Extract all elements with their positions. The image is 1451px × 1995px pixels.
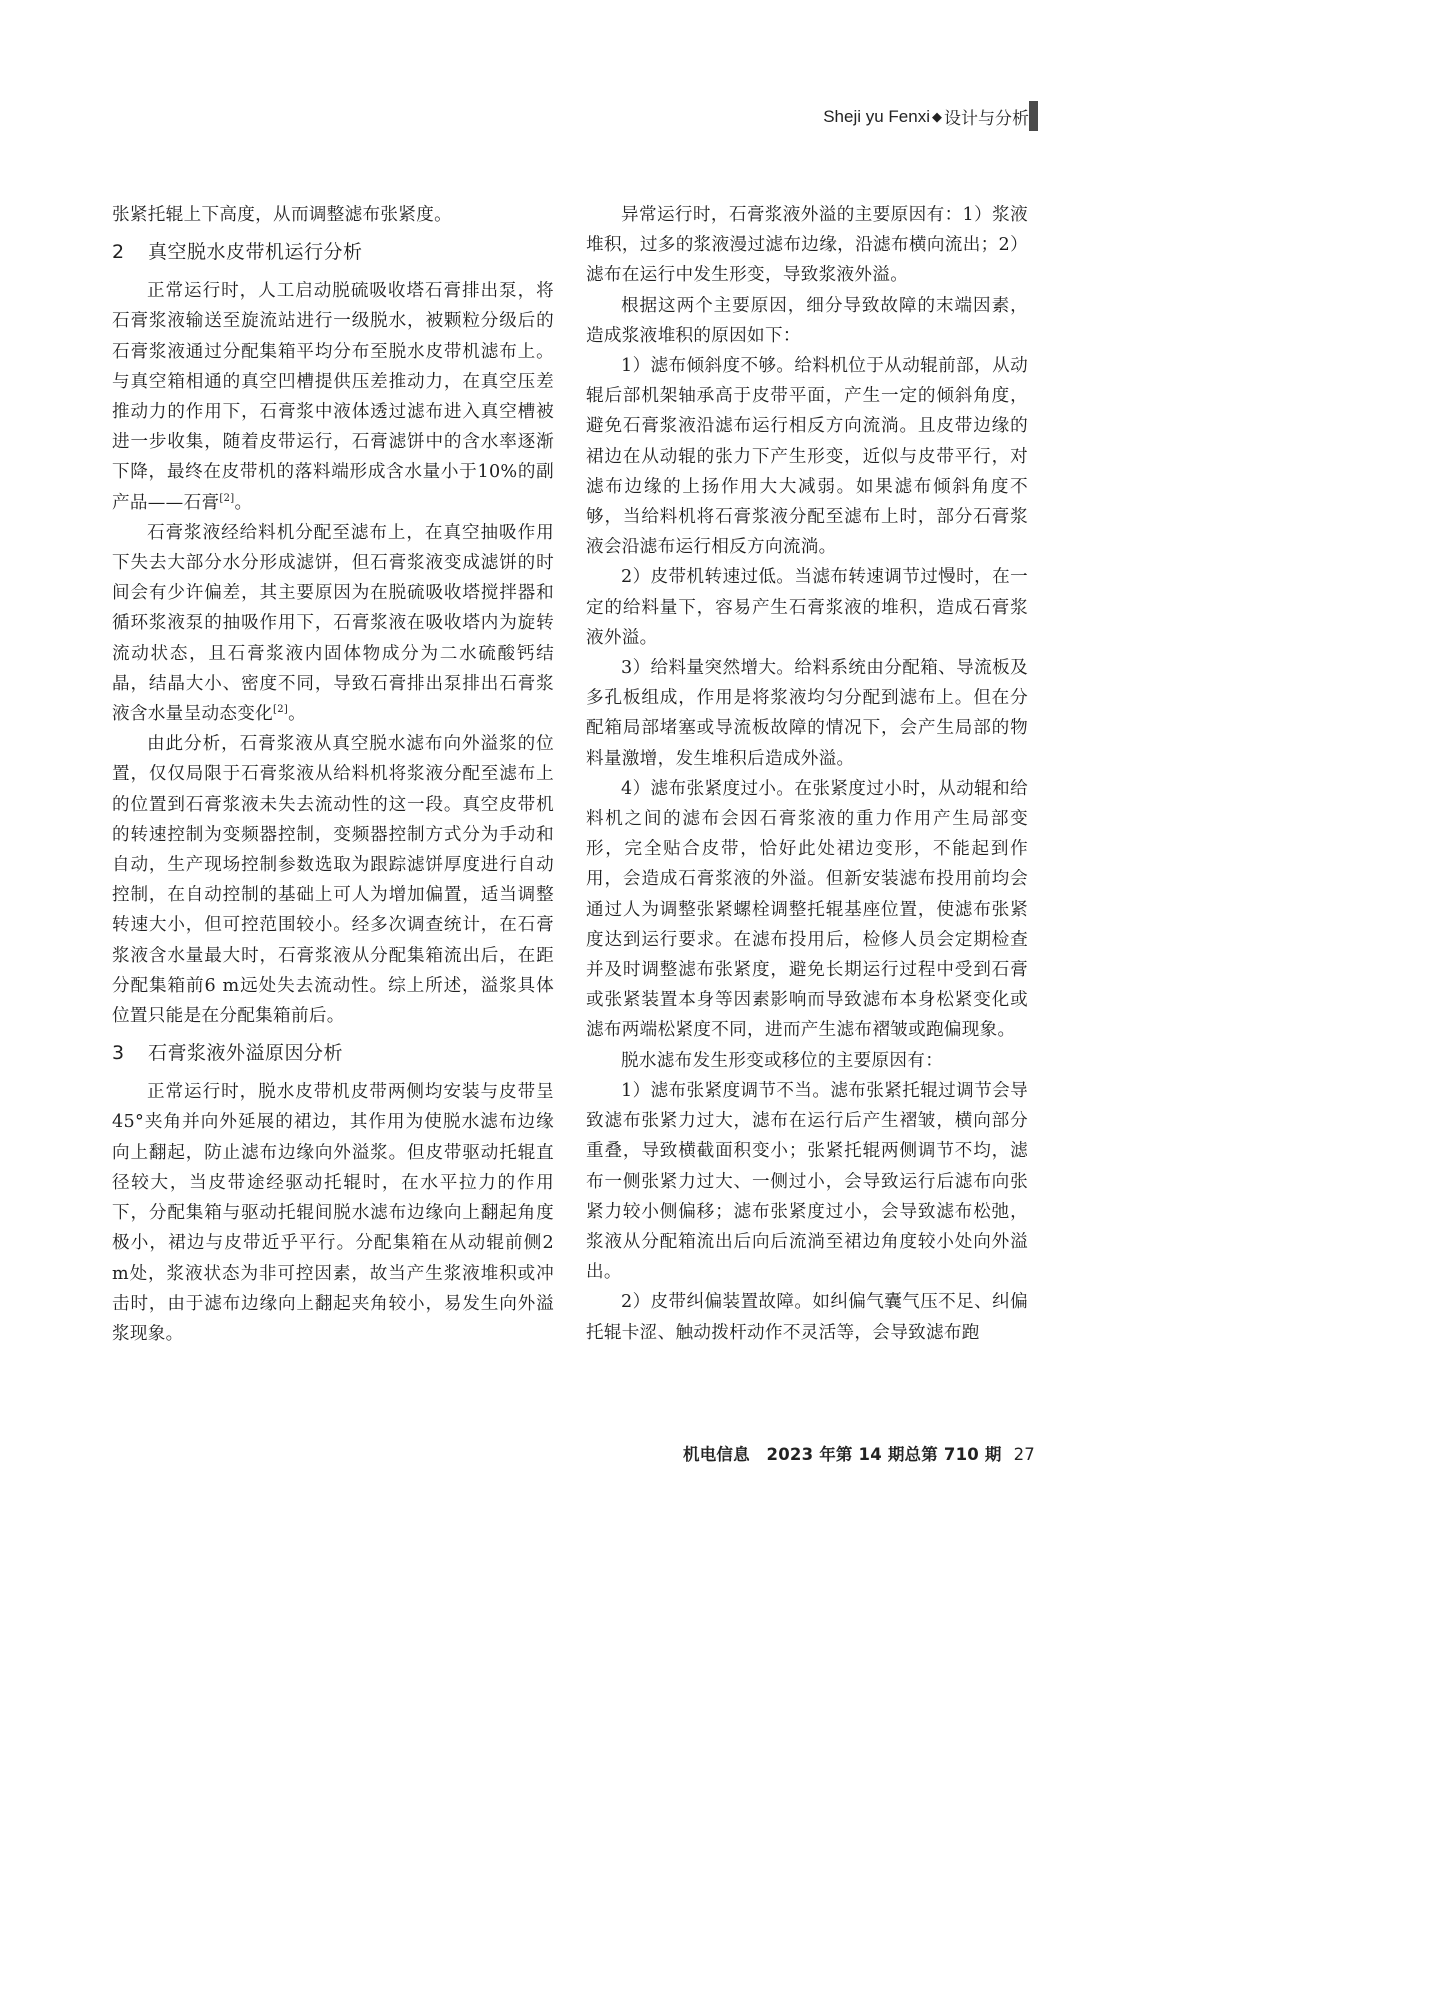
section-number: 2 [112, 241, 125, 264]
paragraph: 正常运行时，脱水皮带机皮带两侧均安装与皮带呈45°夹角并向外延展的裙边，其作用为使脱水滤布边缘向上翻起，防止滤布边缘向外溢浆。但皮带驱动托辊直径较大，当皮带途经驱动托辊时，在水平拉力的作用下，分配集箱与驱动托辊间脱水滤布边缘向上翻起角度极小，裙边与皮带近乎平行。分配集箱在从动辊前侧2 m处，浆液状态为非可控因素，故当产生浆液堆积或冲击时，由于滤布边缘向上翻起夹角较小，易发生向外溢浆现象。 [112, 1082, 554, 1344]
paragraph: 由此分析，石膏浆液从真空脱水滤布向外溢浆的位置，仅仅局限于石膏浆液从给料机将浆液分配至滤布上的位置到石膏浆液未失去流动性的这一段。真空皮带机的转速控制为变频器控制，变频器控制方式分为手动和自动，生产现场控制参数选取为跟踪滤饼厚度进行自动控制，在自动控制的基础上可人为增加偏置，适当调整转速大小，但可控范围较小。经多次调查统计，在石膏浆液含水量最大时，石膏浆液从分配集箱流出后，在距分配集箱前6 m远处失去流动性。综上所述，溢浆具体位置只能是在分配集箱前后。 [112, 734, 554, 1027]
section-title: 石膏浆液外溢原因分析 [148, 1042, 344, 1065]
paragraph: 2）皮带机转速过低。当滤布转速调节过慢时，在一定的给料量下，容易产生石膏浆液的堆积，造成石膏浆液外溢。 [586, 567, 1028, 648]
citation-ref: [2] [219, 492, 235, 504]
left-column [112, 200, 554, 1349]
paragraph-text: 石膏浆液经给料机分配至滤布上，在真空抽吸作用下失去大部分水分形成滤饼，但石膏浆液变成滤饼的时间会有少许偏差，其主要原因为在脱硫吸收塔搅拌器和循环浆液泵的抽吸作用下，石膏浆液在吸收塔内为旋转流动状态，且石膏浆液内固体物成分为二水硫酸钙结晶，结晶大小、密度不同，导致石膏排出泵排出石膏浆液含水量呈动态变化 [112, 522, 554, 725]
journal-info: 机电信息 2023 年第 14 期总第 710 期 [683, 1445, 1002, 1464]
paragraph: 4）滤布张紧度过小。在张紧度过小时，从动辊和给料机之间的滤布会因石膏浆液的重力作用产生局部变形，完全贴合皮带，恰好此处裙边变形，不能起到作用，会造成石膏浆液的外溢。但新安装滤布投用前均会通过人为调整张紧螺栓调整托辊基座位置，使滤布张紧度达到运行要求。在滤布投用后，检修人员会定期检查并及时调整滤布张紧度，避免长期运行过程中受到石膏或张紧装置本身等因素影响而导致滤布本身松紧变化或滤布两端松紧度不同，进而产生滤布褶皱或跑偏现象。 [586, 778, 1028, 1041]
citation-ref: [2] [273, 704, 289, 716]
paragraph-end: 。 [288, 704, 307, 725]
section-title: 真空脱水皮带机运行分析 [148, 241, 363, 264]
page-number: 27 [1013, 1445, 1035, 1464]
diamond-icon: ◆ [932, 108, 942, 124]
paragraph: 根据这两个主要原因，细分导致故障的末端因素，造成浆液堆积的原因如下： [586, 295, 1028, 346]
paragraph-text: 正常运行时，人工启动脱硫吸收塔石膏排出泵，将石膏浆液输送至旋流站进行一级脱水，被颗粒分级后的石膏浆液通过分配集箱平均分布至脱水皮带机滤布上。与真空箱相通的真空凹槽提供压差推动力，在真空压差推动力的作用下，石膏浆中液体透过滤布进入真空槽被进一步收集，随着皮带运行，石膏滤饼中的含水率逐渐下降，最终在皮带机的落料端形成含水量小于10%的副产品——石膏 [112, 281, 554, 513]
page-footer [683, 1441, 1035, 1465]
section-heading-3 [112, 1038, 554, 1068]
paragraph: 2）皮带纠偏装置故障。如纠偏气囊气压不足、纠偏托辊卡涩、触动拨杆动作不灵活等，会导致滤布跑 [586, 1292, 1028, 1343]
paragraph: 异常运行时，石膏浆液外溢的主要原因有：1）浆液堆积，过多的浆液漫过滤布边缘，沿滤布横向流出；2）滤布在运行中发生形变，导致浆液外溢。 [586, 205, 1028, 286]
section-heading-2 [112, 237, 554, 267]
paragraph [112, 518, 554, 729]
header-bar-decoration [1029, 101, 1038, 131]
paragraph-end: 。 [234, 492, 253, 513]
paragraph: 1）滤布倾斜度不够。给料机位于从动辊前部，从动辊后部机架轴承高于皮带平面，产生一定的倾斜角度，避免石膏浆液沿滤布运行相反方向流淌。且皮带边缘的裙边在从动辊的张力下产生形变，近似与皮带平行，对滤布边缘的上扬作用大大减弱。如果滤布倾斜角度不够，当给料机将石膏浆液分配至滤布上时，部分石膏浆液会沿滤布运行相反方向流淌。 [586, 356, 1028, 558]
running-title-cn: 设计与分析 [944, 109, 1029, 128]
paragraph: 1）滤布张紧度调节不当。滤布张紧托辊过调节会导致滤布张紧力过大，滤布在运行后产生褶皱，横向部分重叠，导致横截面积变小；张紧托辊两侧调节不均，滤布一侧张紧力过大、一侧过小，会导致运行后滤布向张紧力较小侧偏移；滤布张紧度过小，会导致滤布松弛，浆液从分配箱流出后向后流淌至裙边角度较小处向外溢出。 [586, 1080, 1028, 1283]
paragraph: 脱水滤布发生形变或移位的主要原因有： [621, 1050, 944, 1071]
running-title-pinyin: Sheji yu Fenxi [823, 106, 930, 126]
section-number: 3 [112, 1042, 125, 1065]
paragraph: 张紧托辊上下高度，从而调整滤布张紧度。 [112, 205, 452, 225]
paragraph [112, 276, 554, 518]
paragraph: 3）给料量突然增大。给料系统由分配箱、导流板及多孔板组成，作用是将浆液均匀分配到滤布上。但在分配箱局部堵塞或导流板故障的情况下，会产生局部的物料量激增，发生堆积后造成外溢。 [586, 658, 1028, 769]
running-head [823, 104, 1029, 129]
right-column [586, 200, 1028, 1348]
